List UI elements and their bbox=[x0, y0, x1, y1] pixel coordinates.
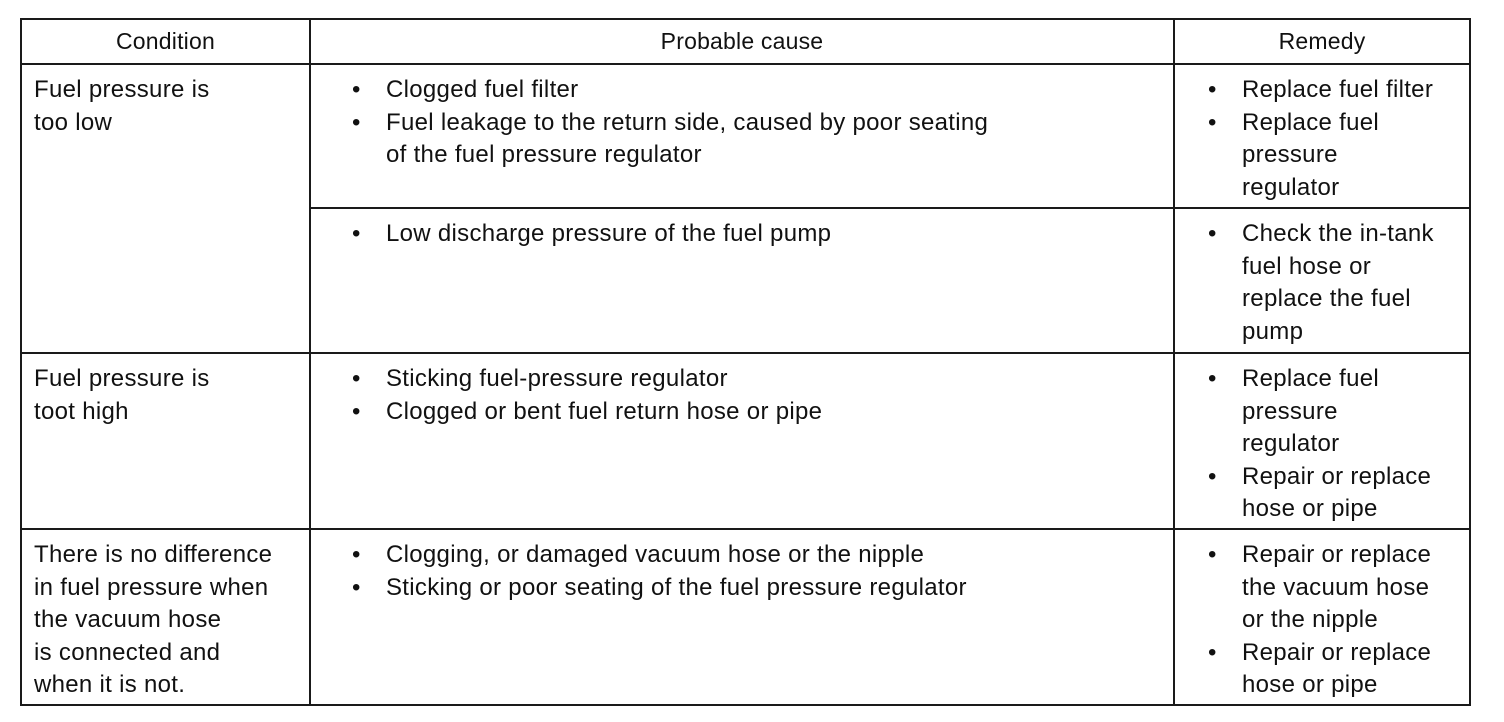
cause-cell bbox=[310, 529, 1174, 705]
cause-item: • Clogging, or damaged vacuum hose or the nipple bbox=[349, 539, 1173, 572]
condition-cell: Fuel pressure is too low bbox=[21, 64, 310, 353]
remedy-item: • Replace fuel pressure regulator bbox=[1205, 107, 1469, 205]
cause-cell bbox=[310, 64, 1174, 208]
cause-cell bbox=[310, 353, 1174, 529]
remedy-cell bbox=[1174, 529, 1470, 705]
cause-list bbox=[349, 74, 1173, 172]
cause-list bbox=[349, 539, 1173, 604]
table-row bbox=[21, 353, 1470, 529]
remedy-item: • Replace fuel pressure regulator bbox=[1205, 363, 1469, 461]
remedy-list bbox=[1205, 539, 1469, 702]
remedy-item: • Repair or replace hose or pipe bbox=[1205, 461, 1469, 526]
condition-cell: Fuel pressure is toot high bbox=[21, 353, 310, 529]
cause-list bbox=[349, 218, 1173, 251]
cause-item: • Clogged fuel filter bbox=[349, 74, 1173, 107]
remedy-item: • Check the in-tank fuel hose or replace the fuel pump bbox=[1205, 218, 1469, 348]
table-row bbox=[21, 64, 1470, 208]
remedy-list bbox=[1205, 218, 1469, 348]
remedy-item: • Repair or replace hose or pipe bbox=[1205, 637, 1469, 702]
cause-cell bbox=[310, 208, 1174, 353]
condition-cell: There is no difference in fuel pressure when the vacuum hose is connected and when it is not. bbox=[21, 529, 310, 705]
troubleshooting-table bbox=[20, 18, 1471, 706]
header-condition: Condition bbox=[21, 19, 310, 64]
remedy-cell bbox=[1174, 208, 1470, 353]
cause-list bbox=[349, 363, 1173, 428]
remedy-item: • Replace fuel filter bbox=[1205, 74, 1469, 107]
cause-item: • Clogged or bent fuel return hose or pipe bbox=[349, 396, 1173, 429]
header-probable-cause: Probable cause bbox=[310, 19, 1174, 64]
remedy-cell bbox=[1174, 353, 1470, 529]
cause-item: • Sticking fuel-pressure regulator bbox=[349, 363, 1173, 396]
table-row bbox=[21, 529, 1470, 705]
header-remedy: Remedy bbox=[1174, 19, 1470, 64]
header-row bbox=[21, 19, 1470, 64]
cause-item: • Low discharge pressure of the fuel pump bbox=[349, 218, 1173, 251]
cause-item: • Sticking or poor seating of the fuel pressure regulator bbox=[349, 572, 1173, 605]
remedy-item: • Repair or replace the vacuum hose or the nipple bbox=[1205, 539, 1469, 637]
remedy-list bbox=[1205, 74, 1469, 204]
remedy-list bbox=[1205, 363, 1469, 526]
remedy-cell bbox=[1174, 64, 1470, 208]
cause-item: • Fuel leakage to the return side, caused by poor seating of the fuel pressure regulator bbox=[349, 107, 1173, 172]
